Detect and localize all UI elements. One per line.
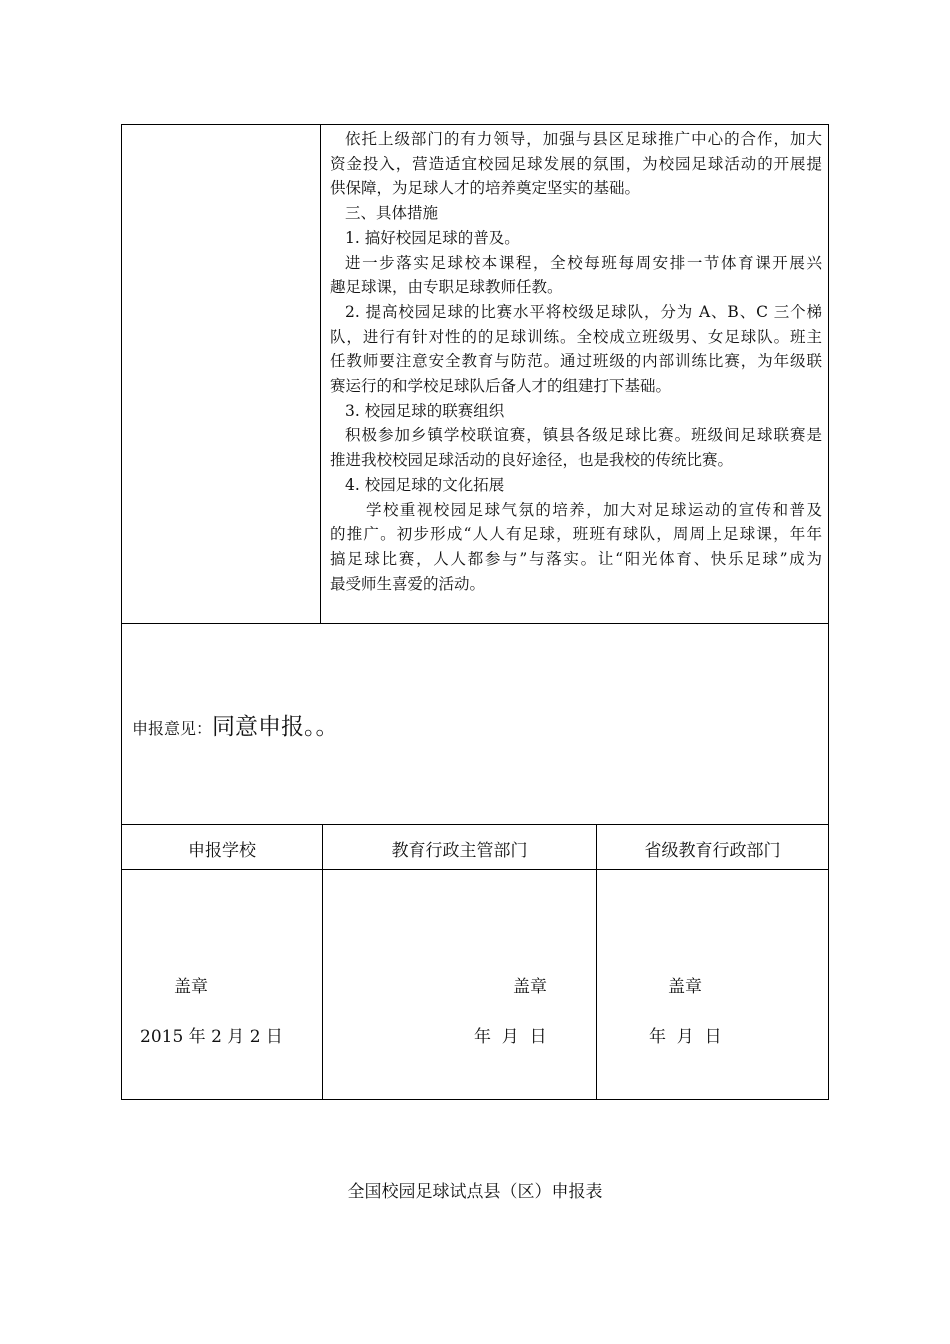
plan-line: 供保障，为足球人才的培养奠定坚实的基础。 [330,179,641,198]
header-province-dept: 省级教育行政部门 [644,841,781,861]
plan-line: 学校重视校园足球气氛的培养，加大对足球运动的宣传和普及 [366,500,822,519]
table-top-border [121,124,829,125]
opinion-row [132,708,339,741]
school-seal: 盖章 [174,977,208,997]
plan-line: 最受师生喜爱的活动。 [330,574,486,593]
form-title: 全国校园足球试点县（区）申报表 [347,1182,603,1202]
plan-line: 任教师要注意安全教育与防范。通过班级的内部训练比赛，为年级联 [330,352,822,371]
plan-line: 搞足球比赛，人人都参与”与落实。让“阳光体育、快乐足球”成为 [330,549,822,568]
plan-line: 资金投入，营造适宜校园足球发展的氛围，为校园足球活动的开展提 [330,154,822,173]
opinion-value: 同意申报。。 [212,714,339,740]
table-bottom-border [121,1099,829,1100]
col2-divider [596,824,597,1100]
plan-text-block [330,127,822,596]
plan-line: 推进我校校园足球活动的良好途径，也是我校的传统比赛。 [330,451,734,470]
header-admin-dept: 教育行政主管部门 [391,841,528,861]
plan-heading: 三、具体措施 [345,204,439,223]
province-seal: 盖章 [668,977,702,997]
row1-divider [320,124,321,623]
plan-line: 赛运行的和学校足球队后备人才的组建打下基础。 [330,377,672,396]
admin-date: 年 月 日 [474,1027,547,1047]
plan-subheading: 3. 校园足球的联赛组织 [345,401,505,420]
plan-line: 积极参加乡镇学校联谊赛，镇县各级足球比赛。班级间足球联赛是 [345,426,822,445]
plan-line: 进一步落实足球校本课程，全校每班每周安排一节体育课开展兴 [345,253,822,272]
plan-line: 2. 提高校园足球的比赛水平将校级足球队，分为 A、B、C 三个梯 [345,302,822,321]
plan-line: 趣足球课，由专职足球教师任教。 [330,278,563,297]
opinion-label: 申报意见： [132,719,213,738]
table-left-border [121,124,122,1100]
plan-line: 的推广。初步形成“人人有足球，班班有球队，周周上足球课，年年 [330,525,822,544]
plan-subheading: 1. 搞好校园足球的普及。 [345,228,520,247]
plan-subheading: 4. 校园足球的文化拓展 [345,475,505,494]
school-date: 2015 年 2 月 2 日 [140,1027,283,1047]
opinion-bottom-border [121,824,829,825]
header-school: 申报学校 [188,841,256,861]
header-bottom-border [121,869,829,870]
province-date: 年 月 日 [649,1027,722,1047]
plan-line: 队，进行有针对性的的足球训练。全校成立班级男、女足球队。班主 [330,327,822,346]
plan-line: 依托上级部门的有力领导，加强与县区足球推广中心的合作，加大 [345,130,822,148]
row1-bottom-border [121,623,829,624]
admin-seal: 盖章 [513,977,547,997]
col1-divider [322,824,323,1100]
table-right-border [828,124,829,1100]
